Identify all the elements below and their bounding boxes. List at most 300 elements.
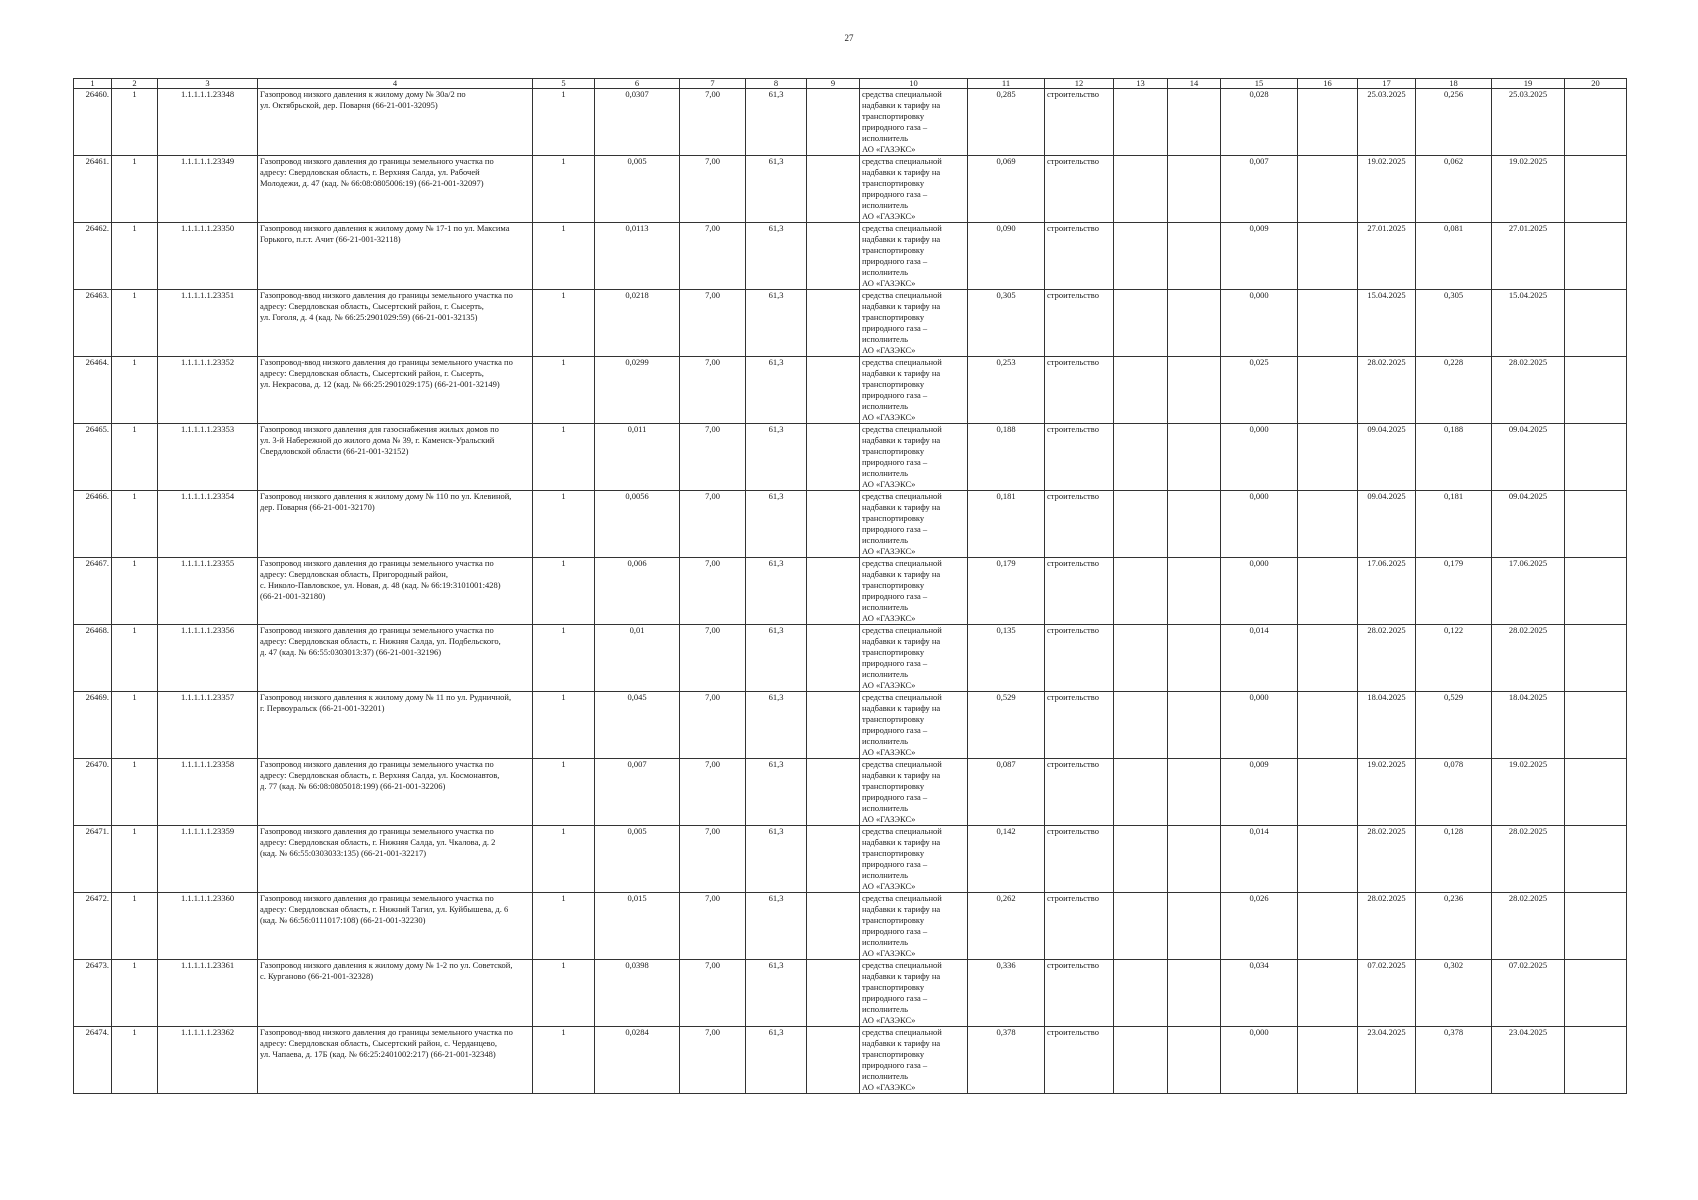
end-date: 19.02.2025 bbox=[1492, 759, 1565, 826]
row-number: 26468. bbox=[74, 625, 112, 692]
funding-source: средства специальной надбавки к тарифу на транспортировку природного газа – исполнитель АО «ГАЗЭКС» bbox=[860, 357, 968, 424]
pipeline-length: 0,006 bbox=[595, 558, 680, 625]
cell-col-14 bbox=[1168, 357, 1221, 424]
work-type: строительство bbox=[1045, 558, 1114, 625]
column-header-6: 6 bbox=[595, 79, 680, 89]
cell-col-2: 1 bbox=[112, 1027, 158, 1094]
cell-col-16 bbox=[1298, 759, 1358, 826]
object-description: Газопровод низкого давления к жилому дому № 11 по ул. Рудничной, г. Первоуральск (66-21-001-32201) bbox=[258, 692, 533, 759]
cell-col-2: 1 bbox=[112, 156, 158, 223]
table-row bbox=[74, 893, 1627, 960]
start-date: 09.04.2025 bbox=[1358, 424, 1416, 491]
cell-col-13 bbox=[1114, 156, 1168, 223]
start-date: 27.01.2025 bbox=[1358, 223, 1416, 290]
end-date: 15.04.2025 bbox=[1492, 290, 1565, 357]
start-date: 23.04.2025 bbox=[1358, 1027, 1416, 1094]
cell-col-16 bbox=[1298, 826, 1358, 893]
column-header-20: 20 bbox=[1565, 79, 1627, 89]
cell-col-20 bbox=[1565, 290, 1627, 357]
cell-col-13 bbox=[1114, 491, 1168, 558]
project-code: 1.1.1.1.1.23349 bbox=[158, 156, 258, 223]
work-type: строительство bbox=[1045, 692, 1114, 759]
row-number: 26463. bbox=[74, 290, 112, 357]
cell-col-5: 1 bbox=[533, 759, 595, 826]
cell-col-2: 1 bbox=[112, 223, 158, 290]
cell-col-7: 7,00 bbox=[680, 357, 746, 424]
project-code: 1.1.1.1.1.23353 bbox=[158, 424, 258, 491]
table-row bbox=[74, 491, 1627, 558]
project-code: 1.1.1.1.1.23361 bbox=[158, 960, 258, 1027]
cell-col-7: 7,00 bbox=[680, 692, 746, 759]
cell-col-18: 0,179 bbox=[1416, 558, 1492, 625]
cell-col-8: 61,3 bbox=[746, 491, 807, 558]
cell-col-18: 0,228 bbox=[1416, 357, 1492, 424]
pipeline-length: 0,0398 bbox=[595, 960, 680, 1027]
cell-col-18: 0,256 bbox=[1416, 89, 1492, 156]
cell-col-7: 7,00 bbox=[680, 223, 746, 290]
object-description: Газопровод-ввод низкого давления до границы земельного участка по адресу: Свердловская область, Сысертский район, г. Сысерть, ул. Гоголя, д. 4 (кад. № 66:25:2901029:59) (66-21-001-32135) bbox=[258, 290, 533, 357]
pipeline-length: 0,01 bbox=[595, 625, 680, 692]
cell-col-2: 1 bbox=[112, 357, 158, 424]
cell-col-15: 0,028 bbox=[1221, 89, 1298, 156]
cell-col-8: 61,3 bbox=[746, 1027, 807, 1094]
cell-col-20 bbox=[1565, 893, 1627, 960]
cell-col-11: 0,188 bbox=[968, 424, 1045, 491]
cell-col-16 bbox=[1298, 491, 1358, 558]
row-number: 26471. bbox=[74, 826, 112, 893]
cell-col-7: 7,00 bbox=[680, 156, 746, 223]
table-row bbox=[74, 357, 1627, 424]
column-header-11: 11 bbox=[968, 79, 1045, 89]
cell-col-7: 7,00 bbox=[680, 625, 746, 692]
funding-source: средства специальной надбавки к тарифу на транспортировку природного газа – исполнитель АО «ГАЗЭКС» bbox=[860, 893, 968, 960]
cell-col-2: 1 bbox=[112, 290, 158, 357]
cell-col-20 bbox=[1565, 491, 1627, 558]
row-number: 26464. bbox=[74, 357, 112, 424]
project-code: 1.1.1.1.1.23350 bbox=[158, 223, 258, 290]
pipeline-length: 0,005 bbox=[595, 156, 680, 223]
funding-source: средства специальной надбавки к тарифу на транспортировку природного газа – исполнитель АО «ГАЗЭКС» bbox=[860, 491, 968, 558]
cell-col-16 bbox=[1298, 357, 1358, 424]
end-date: 27.01.2025 bbox=[1492, 223, 1565, 290]
column-header-1: 1 bbox=[74, 79, 112, 89]
pipeline-length: 0,007 bbox=[595, 759, 680, 826]
cell-col-20 bbox=[1565, 156, 1627, 223]
cell-col-5: 1 bbox=[533, 89, 595, 156]
cell-col-13 bbox=[1114, 424, 1168, 491]
funding-source: средства специальной надбавки к тарифу на транспортировку природного газа – исполнитель АО «ГАЗЭКС» bbox=[860, 1027, 968, 1094]
cell-col-7: 7,00 bbox=[680, 1027, 746, 1094]
project-code: 1.1.1.1.1.23358 bbox=[158, 759, 258, 826]
cell-col-16 bbox=[1298, 156, 1358, 223]
cell-col-13 bbox=[1114, 826, 1168, 893]
cell-col-9 bbox=[807, 89, 860, 156]
cell-col-18: 0,305 bbox=[1416, 290, 1492, 357]
cell-col-8: 61,3 bbox=[746, 223, 807, 290]
start-date: 07.02.2025 bbox=[1358, 960, 1416, 1027]
project-code: 1.1.1.1.1.23356 bbox=[158, 625, 258, 692]
object-description: Газопровод-ввод низкого давления до границы земельного участка по адресу: Свердловская область, Сысертский район, г. Сысерть, ул. Некрасова, д. 12 (кад. № 66:25:2901029:175) (66-21-001-32149) bbox=[258, 357, 533, 424]
cell-col-18: 0,181 bbox=[1416, 491, 1492, 558]
work-type: строительство bbox=[1045, 625, 1114, 692]
cell-col-9 bbox=[807, 357, 860, 424]
cell-col-14 bbox=[1168, 156, 1221, 223]
cell-col-8: 61,3 bbox=[746, 357, 807, 424]
start-date: 15.04.2025 bbox=[1358, 290, 1416, 357]
cell-col-11: 0,253 bbox=[968, 357, 1045, 424]
work-type: строительство bbox=[1045, 424, 1114, 491]
cell-col-15: 0,000 bbox=[1221, 692, 1298, 759]
cell-col-2: 1 bbox=[112, 491, 158, 558]
table-row bbox=[74, 692, 1627, 759]
column-header-5: 5 bbox=[533, 79, 595, 89]
start-date: 28.02.2025 bbox=[1358, 893, 1416, 960]
start-date: 18.04.2025 bbox=[1358, 692, 1416, 759]
pipeline-length: 0,0307 bbox=[595, 89, 680, 156]
row-number: 26470. bbox=[74, 759, 112, 826]
cell-col-15: 0,000 bbox=[1221, 424, 1298, 491]
funding-source: средства специальной надбавки к тарифу на транспортировку природного газа – исполнитель АО «ГАЗЭКС» bbox=[860, 826, 968, 893]
start-date: 17.06.2025 bbox=[1358, 558, 1416, 625]
project-code: 1.1.1.1.1.23351 bbox=[158, 290, 258, 357]
column-header-12: 12 bbox=[1045, 79, 1114, 89]
column-header-18: 18 bbox=[1416, 79, 1492, 89]
cell-col-9 bbox=[807, 491, 860, 558]
cell-col-8: 61,3 bbox=[746, 89, 807, 156]
cell-col-20 bbox=[1565, 357, 1627, 424]
pipeline-length: 0,0113 bbox=[595, 223, 680, 290]
cell-col-11: 0,142 bbox=[968, 826, 1045, 893]
cell-col-14 bbox=[1168, 692, 1221, 759]
start-date: 28.02.2025 bbox=[1358, 357, 1416, 424]
column-header-4: 4 bbox=[258, 79, 533, 89]
cell-col-7: 7,00 bbox=[680, 759, 746, 826]
cell-col-2: 1 bbox=[112, 625, 158, 692]
cell-col-2: 1 bbox=[112, 960, 158, 1027]
cell-col-16 bbox=[1298, 223, 1358, 290]
cell-col-11: 0,336 bbox=[968, 960, 1045, 1027]
work-type: строительство bbox=[1045, 1027, 1114, 1094]
cell-col-9 bbox=[807, 625, 860, 692]
end-date: 09.04.2025 bbox=[1492, 424, 1565, 491]
cell-col-5: 1 bbox=[533, 156, 595, 223]
cell-col-20 bbox=[1565, 692, 1627, 759]
work-type: строительство bbox=[1045, 223, 1114, 290]
cell-col-9 bbox=[807, 156, 860, 223]
cell-col-18: 0,236 bbox=[1416, 893, 1492, 960]
cell-col-16 bbox=[1298, 1027, 1358, 1094]
funding-source: средства специальной надбавки к тарифу на транспортировку природного газа – исполнитель АО «ГАЗЭКС» bbox=[860, 156, 968, 223]
cell-col-2: 1 bbox=[112, 558, 158, 625]
cell-col-8: 61,3 bbox=[746, 759, 807, 826]
cell-col-15: 0,014 bbox=[1221, 826, 1298, 893]
cell-col-14 bbox=[1168, 960, 1221, 1027]
work-type: строительство bbox=[1045, 357, 1114, 424]
cell-col-18: 0,062 bbox=[1416, 156, 1492, 223]
cell-col-15: 0,009 bbox=[1221, 759, 1298, 826]
cell-col-2: 1 bbox=[112, 893, 158, 960]
cell-col-9 bbox=[807, 893, 860, 960]
column-header-14: 14 bbox=[1168, 79, 1221, 89]
start-date: 19.02.2025 bbox=[1358, 759, 1416, 826]
cell-col-18: 0,128 bbox=[1416, 826, 1492, 893]
object-description: Газопровод низкого давления до границы земельного участка по адресу: Свердловская область, г. Нижняя Салда, ул. Чкалова, д. 2 (кад. № 66:55:0303033:135) (66-21-001-32217) bbox=[258, 826, 533, 893]
column-header-16: 16 bbox=[1298, 79, 1358, 89]
cell-col-11: 0,378 bbox=[968, 1027, 1045, 1094]
row-number: 26474. bbox=[74, 1027, 112, 1094]
end-date: 23.04.2025 bbox=[1492, 1027, 1565, 1094]
funding-source: средства специальной надбавки к тарифу на транспортировку природного газа – исполнитель АО «ГАЗЭКС» bbox=[860, 89, 968, 156]
object-description: Газопровод низкого давления к жилому дому № 17-1 по ул. Максима Горького, п.г.т. Ачит (66-21-001-32118) bbox=[258, 223, 533, 290]
cell-col-13 bbox=[1114, 625, 1168, 692]
investment-program-table bbox=[73, 78, 1627, 1094]
cell-col-8: 61,3 bbox=[746, 893, 807, 960]
cell-col-13 bbox=[1114, 558, 1168, 625]
cell-col-14 bbox=[1168, 424, 1221, 491]
column-header-15: 15 bbox=[1221, 79, 1298, 89]
project-code: 1.1.1.1.1.23362 bbox=[158, 1027, 258, 1094]
start-date: 19.02.2025 bbox=[1358, 156, 1416, 223]
start-date: 25.03.2025 bbox=[1358, 89, 1416, 156]
cell-col-14 bbox=[1168, 290, 1221, 357]
work-type: строительство bbox=[1045, 759, 1114, 826]
cell-col-13 bbox=[1114, 1027, 1168, 1094]
cell-col-13 bbox=[1114, 759, 1168, 826]
funding-source: средства специальной надбавки к тарифу на транспортировку природного газа – исполнитель АО «ГАЗЭКС» bbox=[860, 558, 968, 625]
work-type: строительство bbox=[1045, 491, 1114, 558]
pipeline-length: 0,005 bbox=[595, 826, 680, 893]
cell-col-18: 0,302 bbox=[1416, 960, 1492, 1027]
cell-col-15: 0,025 bbox=[1221, 357, 1298, 424]
pipeline-length: 0,015 bbox=[595, 893, 680, 960]
cell-col-20 bbox=[1565, 223, 1627, 290]
start-date: 28.02.2025 bbox=[1358, 625, 1416, 692]
object-description: Газопровод низкого давления до границы земельного участка по адресу: Свердловская область, г. Нижняя Салда, ул. Подбельского, д. 47 (кад. № 66:55:0303013:37) (66-21-001-32196) bbox=[258, 625, 533, 692]
cell-col-13 bbox=[1114, 357, 1168, 424]
table-row bbox=[74, 1027, 1627, 1094]
cell-col-5: 1 bbox=[533, 893, 595, 960]
cell-col-16 bbox=[1298, 89, 1358, 156]
object-description: Газопровод низкого давления к жилому дому № 1-2 по ул. Советской, с. Курганово (66-21-001-32328) bbox=[258, 960, 533, 1027]
table-row bbox=[74, 156, 1627, 223]
end-date: 09.04.2025 bbox=[1492, 491, 1565, 558]
end-date: 25.03.2025 bbox=[1492, 89, 1565, 156]
row-number: 26473. bbox=[74, 960, 112, 1027]
cell-col-9 bbox=[807, 558, 860, 625]
cell-col-7: 7,00 bbox=[680, 893, 746, 960]
cell-col-15: 0,000 bbox=[1221, 491, 1298, 558]
object-description: Газопровод низкого давления к жилому дому № 30а/2 по ул. Октябрьской, дер. Поварня (66-21-001-32095) bbox=[258, 89, 533, 156]
start-date: 09.04.2025 bbox=[1358, 491, 1416, 558]
end-date: 28.02.2025 bbox=[1492, 826, 1565, 893]
cell-col-20 bbox=[1565, 960, 1627, 1027]
pipeline-length: 0,0284 bbox=[595, 1027, 680, 1094]
cell-col-7: 7,00 bbox=[680, 89, 746, 156]
work-type: строительство bbox=[1045, 290, 1114, 357]
start-date: 28.02.2025 bbox=[1358, 826, 1416, 893]
table-row bbox=[74, 625, 1627, 692]
cell-col-9 bbox=[807, 826, 860, 893]
cell-col-18: 0,188 bbox=[1416, 424, 1492, 491]
cell-col-2: 1 bbox=[112, 89, 158, 156]
cell-col-14 bbox=[1168, 625, 1221, 692]
cell-col-8: 61,3 bbox=[746, 960, 807, 1027]
cell-col-8: 61,3 bbox=[746, 290, 807, 357]
cell-col-11: 0,087 bbox=[968, 759, 1045, 826]
work-type: строительство bbox=[1045, 826, 1114, 893]
funding-source: средства специальной надбавки к тарифу на транспортировку природного газа – исполнитель АО «ГАЗЭКС» bbox=[860, 960, 968, 1027]
project-code: 1.1.1.1.1.23352 bbox=[158, 357, 258, 424]
cell-col-15: 0,007 bbox=[1221, 156, 1298, 223]
row-number: 26466. bbox=[74, 491, 112, 558]
row-number: 26472. bbox=[74, 893, 112, 960]
table-row bbox=[74, 424, 1627, 491]
table-row bbox=[74, 89, 1627, 156]
row-number: 26460. bbox=[74, 89, 112, 156]
project-code: 1.1.1.1.1.23348 bbox=[158, 89, 258, 156]
cell-col-7: 7,00 bbox=[680, 960, 746, 1027]
end-date: 18.04.2025 bbox=[1492, 692, 1565, 759]
cell-col-11: 0,285 bbox=[968, 89, 1045, 156]
object-description: Газопровод низкого давления до границы земельного участка по адресу: Свердловская область, г. Верхняя Салда, ул. Рабочей Молодежи, д. 47 (кад. № 66:08:0805006:19) (66-21-001-32097) bbox=[258, 156, 533, 223]
project-code: 1.1.1.1.1.23357 bbox=[158, 692, 258, 759]
table-row bbox=[74, 826, 1627, 893]
cell-col-18: 0,081 bbox=[1416, 223, 1492, 290]
pipeline-length: 0,011 bbox=[595, 424, 680, 491]
pipeline-length: 0,0218 bbox=[595, 290, 680, 357]
cell-col-11: 0,262 bbox=[968, 893, 1045, 960]
cell-col-18: 0,078 bbox=[1416, 759, 1492, 826]
end-date: 28.02.2025 bbox=[1492, 893, 1565, 960]
cell-col-14 bbox=[1168, 826, 1221, 893]
funding-source: средства специальной надбавки к тарифу на транспортировку природного газа – исполнитель АО «ГАЗЭКС» bbox=[860, 692, 968, 759]
cell-col-13 bbox=[1114, 893, 1168, 960]
object-description: Газопровод низкого давления до границы земельного участка по адресу: Свердловская область, Пригородный район, с. Николо-Павловское, ул. Новая, д. 48 (кад. № 66:19:3101001:428) (66-21-001-32180) bbox=[258, 558, 533, 625]
pipeline-length: 0,045 bbox=[595, 692, 680, 759]
table-body bbox=[74, 89, 1627, 1094]
cell-col-9 bbox=[807, 759, 860, 826]
cell-col-14 bbox=[1168, 893, 1221, 960]
column-header-13: 13 bbox=[1114, 79, 1168, 89]
cell-col-5: 1 bbox=[533, 424, 595, 491]
work-type: строительство bbox=[1045, 156, 1114, 223]
cell-col-15: 0,000 bbox=[1221, 1027, 1298, 1094]
cell-col-5: 1 bbox=[533, 223, 595, 290]
cell-col-16 bbox=[1298, 558, 1358, 625]
end-date: 07.02.2025 bbox=[1492, 960, 1565, 1027]
page-number: 27 bbox=[844, 33, 854, 43]
cell-col-16 bbox=[1298, 424, 1358, 491]
cell-col-16 bbox=[1298, 625, 1358, 692]
cell-col-2: 1 bbox=[112, 759, 158, 826]
cell-col-20 bbox=[1565, 826, 1627, 893]
cell-col-5: 1 bbox=[533, 558, 595, 625]
cell-col-14 bbox=[1168, 558, 1221, 625]
cell-col-11: 0,305 bbox=[968, 290, 1045, 357]
cell-col-11: 0,529 bbox=[968, 692, 1045, 759]
object-description: Газопровод-ввод низкого давления до границы земельного участка по адресу: Свердловская область, Сысертский район, с. Черданцево, ул. Чапаева, д. 17Б (кад. № 66:25:2401002:217) (66-21-001-32348) bbox=[258, 1027, 533, 1094]
cell-col-5: 1 bbox=[533, 625, 595, 692]
cell-col-20 bbox=[1565, 424, 1627, 491]
funding-source: средства специальной надбавки к тарифу на транспортировку природного газа – исполнитель АО «ГАЗЭКС» bbox=[860, 223, 968, 290]
cell-col-20 bbox=[1565, 558, 1627, 625]
cell-col-9 bbox=[807, 424, 860, 491]
cell-col-20 bbox=[1565, 1027, 1627, 1094]
cell-col-13 bbox=[1114, 89, 1168, 156]
cell-col-18: 0,378 bbox=[1416, 1027, 1492, 1094]
cell-col-16 bbox=[1298, 290, 1358, 357]
column-header-17: 17 bbox=[1358, 79, 1416, 89]
end-date: 28.02.2025 bbox=[1492, 625, 1565, 692]
cell-col-15: 0,000 bbox=[1221, 558, 1298, 625]
cell-col-5: 1 bbox=[533, 960, 595, 1027]
cell-col-11: 0,069 bbox=[968, 156, 1045, 223]
cell-col-14 bbox=[1168, 223, 1221, 290]
cell-col-5: 1 bbox=[533, 1027, 595, 1094]
work-type: строительство bbox=[1045, 960, 1114, 1027]
cell-col-15: 0,000 bbox=[1221, 290, 1298, 357]
table-row bbox=[74, 759, 1627, 826]
cell-col-9 bbox=[807, 223, 860, 290]
cell-col-18: 0,529 bbox=[1416, 692, 1492, 759]
cell-col-5: 1 bbox=[533, 290, 595, 357]
cell-col-5: 1 bbox=[533, 357, 595, 424]
object-description: Газопровод низкого давления к жилому дому № 110 по ул. Клевиной, дер. Поварня (66-21-001-32170) bbox=[258, 491, 533, 558]
row-number: 26465. bbox=[74, 424, 112, 491]
row-number: 26462. bbox=[74, 223, 112, 290]
project-code: 1.1.1.1.1.23360 bbox=[158, 893, 258, 960]
funding-source: средства специальной надбавки к тарифу на транспортировку природного газа – исполнитель АО «ГАЗЭКС» bbox=[860, 625, 968, 692]
table-row bbox=[74, 558, 1627, 625]
cell-col-8: 61,3 bbox=[746, 424, 807, 491]
cell-col-14 bbox=[1168, 759, 1221, 826]
cell-col-20 bbox=[1565, 89, 1627, 156]
funding-source: средства специальной надбавки к тарифу на транспортировку природного газа – исполнитель АО «ГАЗЭКС» bbox=[860, 759, 968, 826]
cell-col-15: 0,014 bbox=[1221, 625, 1298, 692]
cell-col-9 bbox=[807, 1027, 860, 1094]
cell-col-16 bbox=[1298, 960, 1358, 1027]
cell-col-13 bbox=[1114, 692, 1168, 759]
cell-col-13 bbox=[1114, 960, 1168, 1027]
cell-col-13 bbox=[1114, 290, 1168, 357]
cell-col-2: 1 bbox=[112, 424, 158, 491]
cell-col-7: 7,00 bbox=[680, 424, 746, 491]
column-number-header-row bbox=[74, 79, 1627, 89]
table-row bbox=[74, 223, 1627, 290]
end-date: 17.06.2025 bbox=[1492, 558, 1565, 625]
cell-col-7: 7,00 bbox=[680, 290, 746, 357]
object-description: Газопровод низкого давления до границы земельного участка по адресу: Свердловская область, г. Верхняя Салда, ул. Космонавтов, д. 77 (кад. № 66:08:0805018:199) (66-21-001-32206) bbox=[258, 759, 533, 826]
cell-col-16 bbox=[1298, 893, 1358, 960]
cell-col-15: 0,009 bbox=[1221, 223, 1298, 290]
cell-col-9 bbox=[807, 692, 860, 759]
cell-col-7: 7,00 bbox=[680, 491, 746, 558]
cell-col-9 bbox=[807, 960, 860, 1027]
project-code: 1.1.1.1.1.23359 bbox=[158, 826, 258, 893]
cell-col-15: 0,034 bbox=[1221, 960, 1298, 1027]
funding-source: средства специальной надбавки к тарифу на транспортировку природного газа – исполнитель АО «ГАЗЭКС» bbox=[860, 424, 968, 491]
project-code: 1.1.1.1.1.23354 bbox=[158, 491, 258, 558]
cell-col-18: 0,122 bbox=[1416, 625, 1492, 692]
cell-col-5: 1 bbox=[533, 692, 595, 759]
cell-col-14 bbox=[1168, 89, 1221, 156]
work-type: строительство bbox=[1045, 893, 1114, 960]
cell-col-14 bbox=[1168, 491, 1221, 558]
cell-col-9 bbox=[807, 290, 860, 357]
funding-source: средства специальной надбавки к тарифу на транспортировку природного газа – исполнитель АО «ГАЗЭКС» bbox=[860, 290, 968, 357]
cell-col-11: 0,181 bbox=[968, 491, 1045, 558]
object-description: Газопровод низкого давления для газоснабжения жилых домов по ул. 3-й Набережной до жилого дома № 39, г. Каменск-Уральский Свердловской области (66-21-001-32152) bbox=[258, 424, 533, 491]
